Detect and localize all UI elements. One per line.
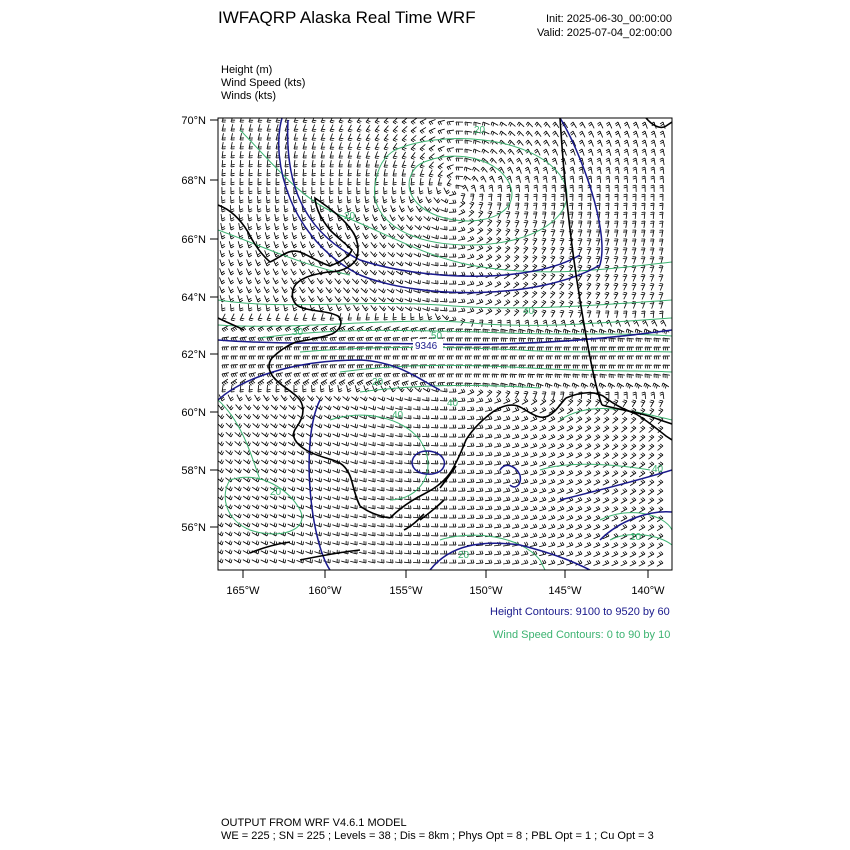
wind-barb-feather (543, 229, 546, 230)
wind-barb-feather (444, 262, 445, 265)
wind-barb-feather (446, 263, 447, 266)
wind-barb-feather (411, 182, 414, 183)
wind-barb-feather (321, 131, 324, 132)
wind-barb-feather (403, 165, 406, 166)
wind-barb-feather (444, 307, 445, 310)
wind-barb-feather (624, 301, 627, 302)
wind-barb-feather (532, 374, 533, 377)
wind-barb-feather (560, 240, 563, 241)
wind-barb (393, 337, 400, 338)
wind-barb-feather (537, 374, 538, 377)
wind-barb-feather (538, 384, 539, 387)
wind-barb-feather (276, 320, 279, 321)
wind-barb-feather (642, 212, 645, 213)
wind-barb (401, 187, 402, 194)
variable-wind-speed: Wind Speed (kts) (221, 77, 306, 89)
wind-barb-feather (563, 329, 564, 332)
wind-barb-feather (249, 166, 252, 167)
wind-barb-feather (570, 203, 573, 204)
wind-barb-feather (650, 214, 653, 215)
wind-barb-feather (402, 167, 405, 168)
valid-time: Valid: 2025-07-04_02:00:00 (537, 27, 672, 39)
wind-barb-feather (427, 244, 428, 247)
wind-barb-feather (249, 164, 252, 165)
wind-barb (645, 176, 646, 183)
wind-barb (510, 374, 517, 375)
wind-barb-feather (651, 283, 654, 284)
wind-barb-feather (240, 166, 243, 167)
wind-barb (519, 185, 520, 192)
wind-barb-feather (231, 166, 234, 167)
wind-barb-feather (304, 120, 307, 121)
wind-barb-feather (660, 212, 663, 213)
wind-barb-feather (231, 164, 234, 165)
wind-barb-feather (340, 138, 343, 139)
wind-barb (393, 178, 394, 185)
wind-barb (617, 203, 618, 210)
wind-barb-feather (530, 374, 531, 377)
wind-barb-feather (574, 330, 575, 333)
wind-barb-feather (578, 205, 581, 206)
variable-winds: Winds (kts) (221, 90, 276, 102)
wind-barb (509, 194, 510, 201)
wind-barb-feather (322, 129, 325, 130)
wind-barb-feather (641, 276, 644, 277)
wind-barb-feather (565, 330, 566, 333)
wind-barb-feather (561, 238, 564, 239)
wind-barb-feather (249, 391, 252, 392)
wind-barb (267, 169, 268, 176)
wind-barb-feather (642, 274, 645, 275)
wind-barb-feather (330, 173, 333, 174)
wind-barb-feather (312, 175, 315, 176)
wind-barb-feather (550, 374, 551, 377)
wind-barb (275, 196, 276, 203)
wind-barb-feather (659, 313, 662, 314)
wind-barb-feather (464, 167, 465, 170)
wind-barb (276, 169, 277, 176)
wind-barb-feather (303, 122, 306, 123)
wind-barb-feather (651, 212, 654, 213)
wind-barb-feather (605, 258, 608, 259)
wind-barb-feather (651, 292, 654, 293)
wind-barb-feather (660, 311, 663, 312)
wind-barb (284, 196, 285, 203)
wind-barb (402, 373, 409, 374)
wind-barb (627, 176, 628, 183)
wind-barb-feather (546, 338, 547, 341)
wind-barb-feather (277, 318, 280, 319)
wind-barb-feather (339, 140, 342, 141)
wind-barb-feather (267, 320, 270, 321)
wind-barb-feather (650, 294, 653, 295)
wind-barb-feather (650, 285, 653, 286)
init-time: Init: 2025-06-30_00:00:00 (546, 13, 672, 25)
wind-barb-feather (321, 173, 324, 174)
variable-height: Height (m) (221, 64, 273, 76)
wind-barb (393, 313, 394, 320)
wind-barb-feather (222, 164, 225, 165)
wind-barb-feather (321, 175, 324, 176)
wind-barb-feather (542, 231, 545, 232)
wind-barb-feather (312, 173, 315, 174)
wind-barb-feather (569, 205, 572, 206)
wind-barb-feather (466, 168, 467, 171)
wind-barb-feather (249, 389, 252, 390)
wind-barb-feather (488, 196, 491, 197)
wind-barb-feather (536, 383, 537, 386)
wind-barb-feather (330, 175, 333, 176)
wind-barb-feather (222, 166, 225, 167)
wind-barb-feather (606, 256, 609, 257)
wind-barb (635, 203, 636, 210)
wind-barb-feather (258, 165, 261, 166)
wind-barb-feather (579, 203, 582, 204)
wind-barb (636, 176, 637, 183)
wind-barb-feather (240, 164, 243, 165)
wind-barb-feather (489, 194, 492, 195)
wind-barb-feather (528, 374, 529, 377)
wind-barb-feather (540, 385, 541, 388)
wind-barb-feather (548, 338, 549, 341)
wind-barb (293, 196, 294, 203)
wind-barb-feather (546, 374, 547, 377)
wind-barb-feather (548, 374, 549, 377)
wind-barb-feather (446, 308, 447, 311)
wind-barb-feather (268, 318, 271, 319)
wind-barb-feather (624, 265, 627, 266)
wind-barb-feather (572, 329, 573, 332)
wind-barb-feather (411, 184, 414, 185)
wind-barb-feather (659, 214, 662, 215)
wind-barb-feather (539, 374, 540, 377)
wind-barb (626, 203, 627, 210)
wind-barb-feather (429, 245, 430, 248)
wind-barb-feather (541, 374, 542, 377)
wind-barb (519, 338, 526, 339)
wind-barb-feather (258, 166, 261, 167)
map-title: IWFAQRP Alaska Real Time WRF (218, 8, 476, 27)
wind-barb-feather (641, 214, 644, 215)
wind-barb (449, 203, 456, 204)
